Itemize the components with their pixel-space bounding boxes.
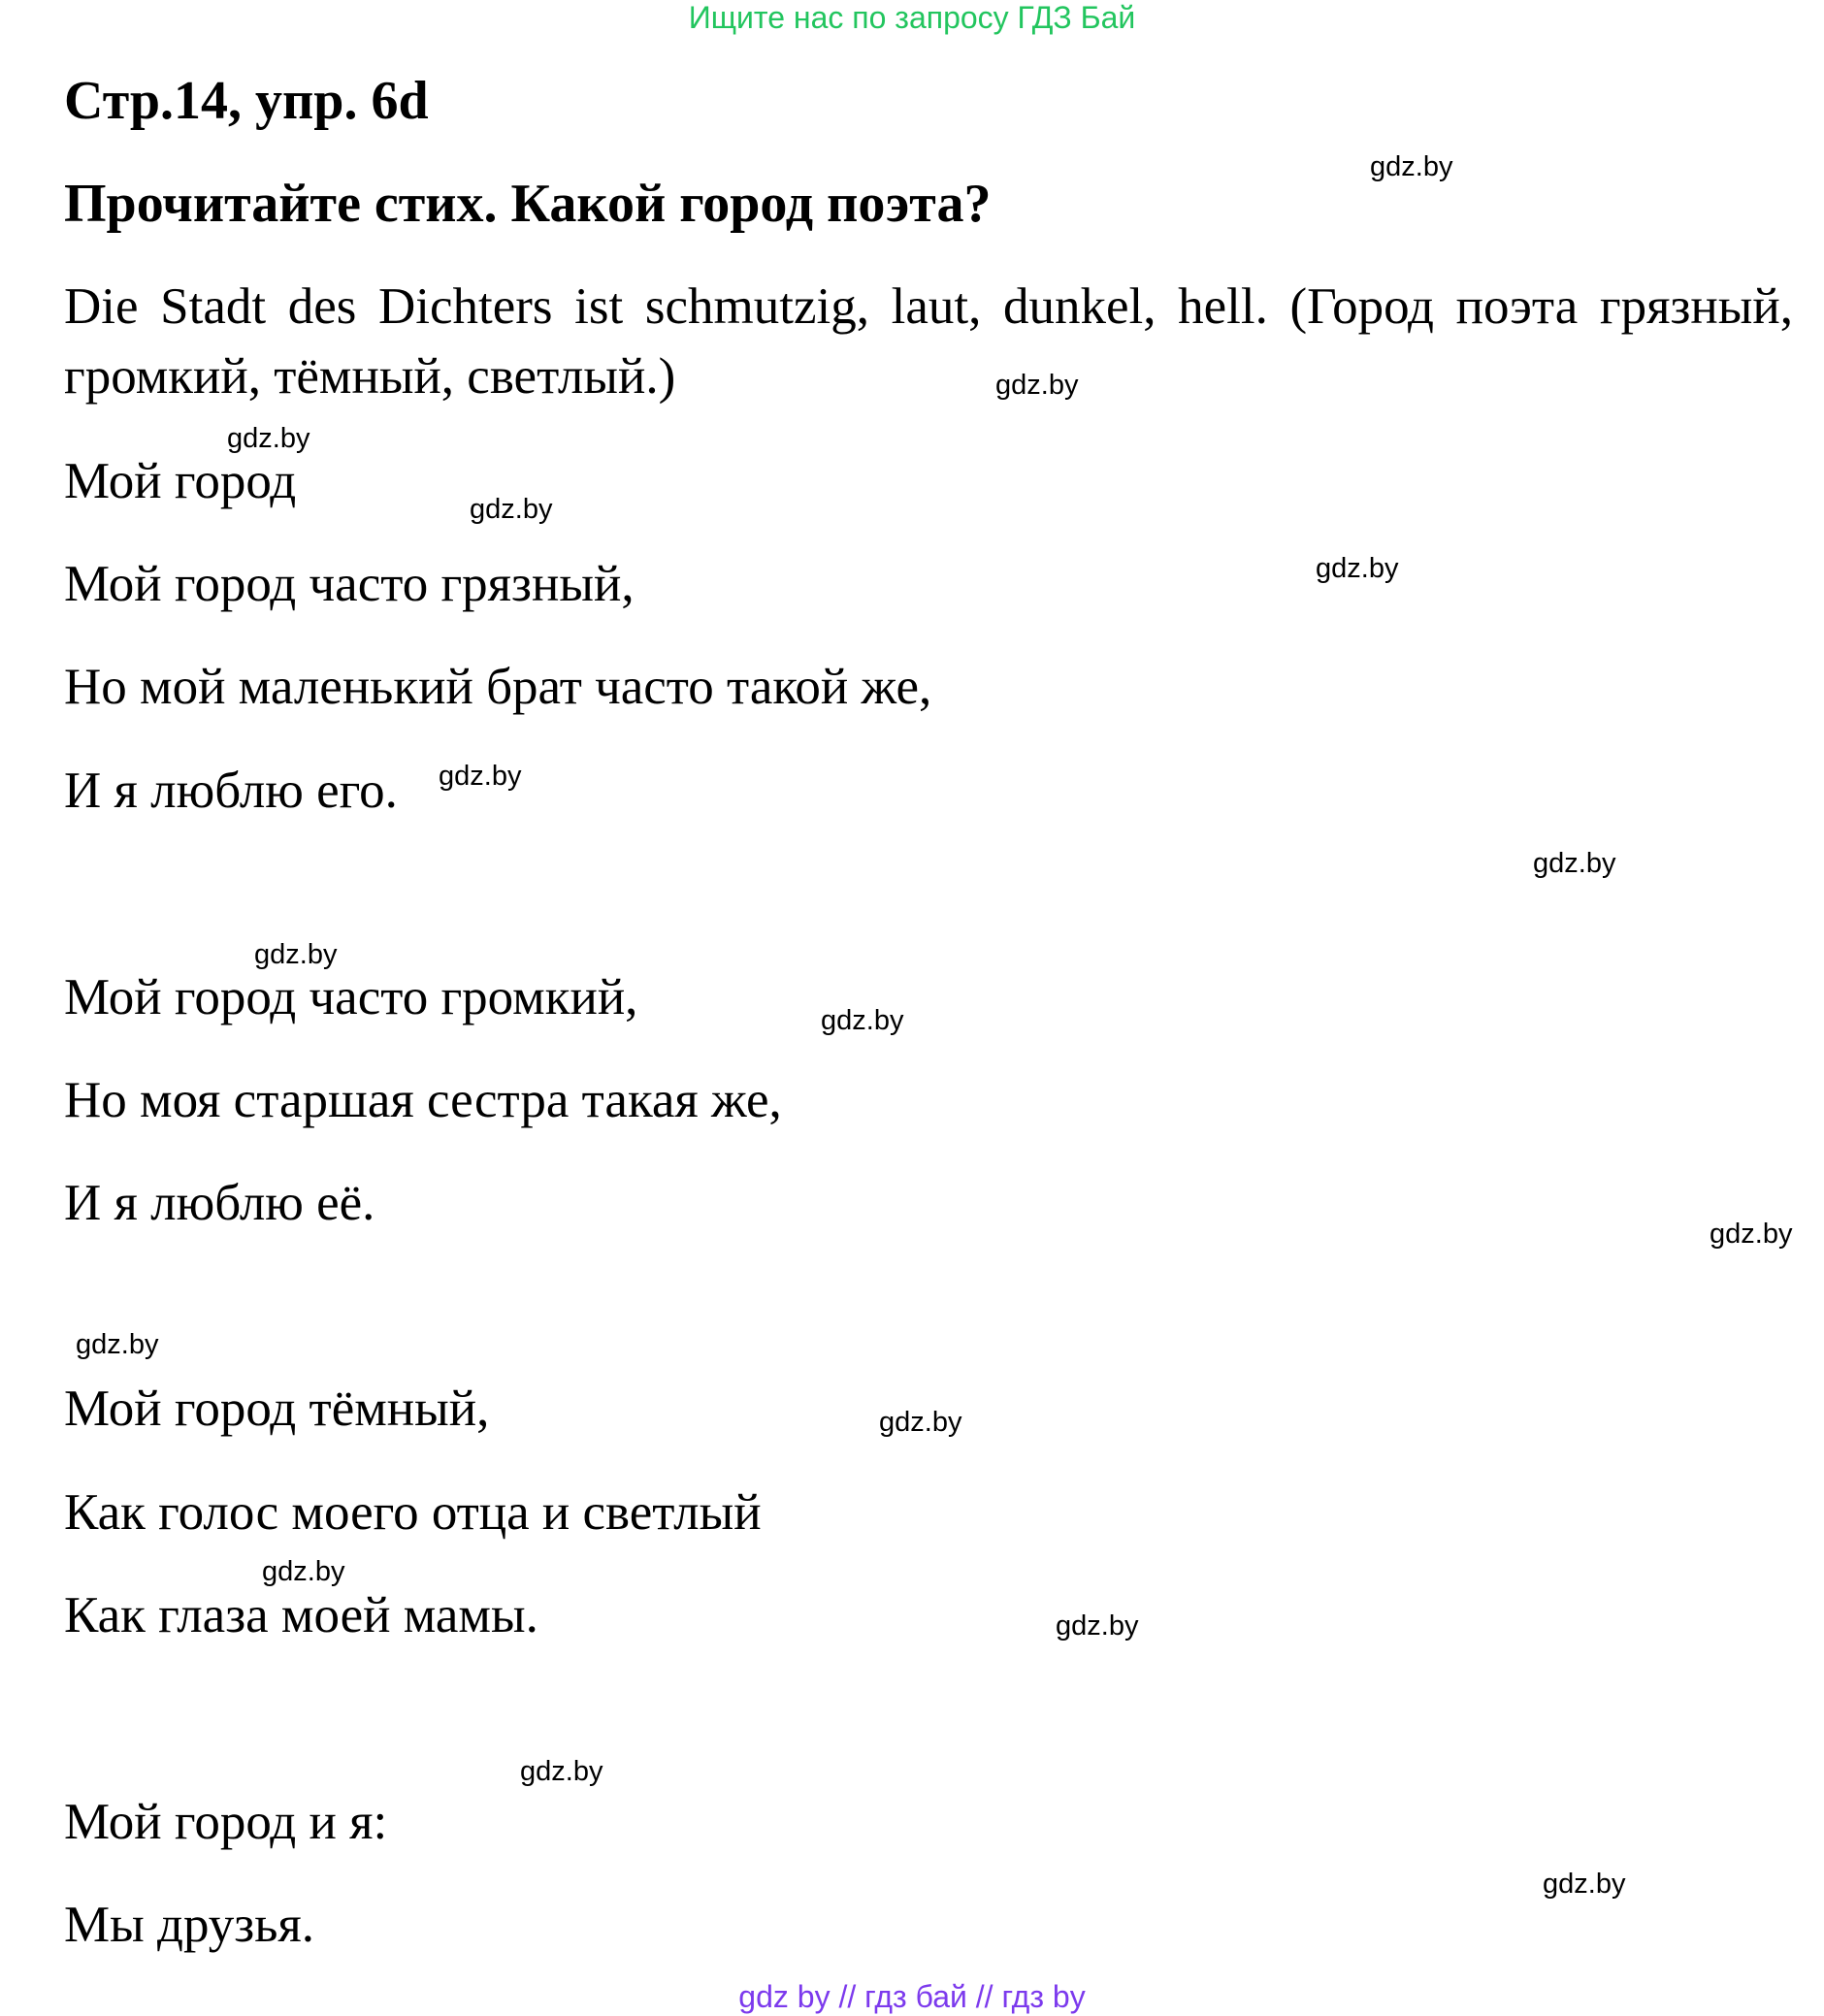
poem-line: Но моя старшая сестра такая же, xyxy=(64,1072,782,1128)
poem-line: Как глаза моей мамы. xyxy=(64,1587,538,1643)
watermark: gdz.by xyxy=(262,1556,345,1587)
watermark: gdz.by xyxy=(821,1005,904,1036)
watermark: gdz.by xyxy=(1533,848,1616,879)
watermark: gdz.by xyxy=(1710,1219,1793,1250)
poem-line: Мой город и я: xyxy=(64,1794,388,1850)
poem-line: Как голос моего отца и светлый xyxy=(64,1484,762,1541)
poem-line: И я люблю её. xyxy=(64,1175,375,1231)
poem-line: И я люблю его. xyxy=(64,763,398,819)
poem-line: Мой город тёмный, xyxy=(64,1381,490,1437)
watermark: gdz.by xyxy=(439,761,522,792)
search-banner: Ищите нас по запросу ГДЗ Бай xyxy=(688,0,1136,35)
watermark: gdz.by xyxy=(254,939,338,970)
watermark: gdz.by xyxy=(879,1407,962,1438)
watermark: gdz.by xyxy=(1370,151,1453,182)
watermark: gdz.by xyxy=(995,370,1079,401)
poem-line: Но мой маленький брат часто такой же, xyxy=(64,659,932,715)
intro-paragraph: Die Stadt des Dichters ist schmutzig, laut, dunkel, hell. (Город поэта грязный, громкий, тёмный, светлый.) xyxy=(64,278,1793,405)
watermark: gdz.by xyxy=(1056,1610,1139,1642)
poem-title: Мой город xyxy=(64,453,297,509)
watermark: gdz.by xyxy=(1316,553,1399,584)
poem-line: Мой город часто громкий, xyxy=(64,969,638,1025)
watermark: gdz.by xyxy=(520,1756,603,1787)
footer-links: gdz by // гдз бай // гдз by xyxy=(738,1979,1086,2014)
watermark: gdz.by xyxy=(1543,1869,1626,1900)
poem-line: Мы друзья. xyxy=(64,1897,314,1953)
poem-line: Мой город часто грязный, xyxy=(64,556,635,612)
watermark: gdz.by xyxy=(227,423,310,454)
watermark: gdz.by xyxy=(470,494,553,525)
page-title: Стр.14, упр. 6d xyxy=(64,71,429,131)
watermark: gdz.by xyxy=(76,1329,159,1360)
task-heading: Прочитайте стих. Какой город поэта? xyxy=(64,174,992,234)
